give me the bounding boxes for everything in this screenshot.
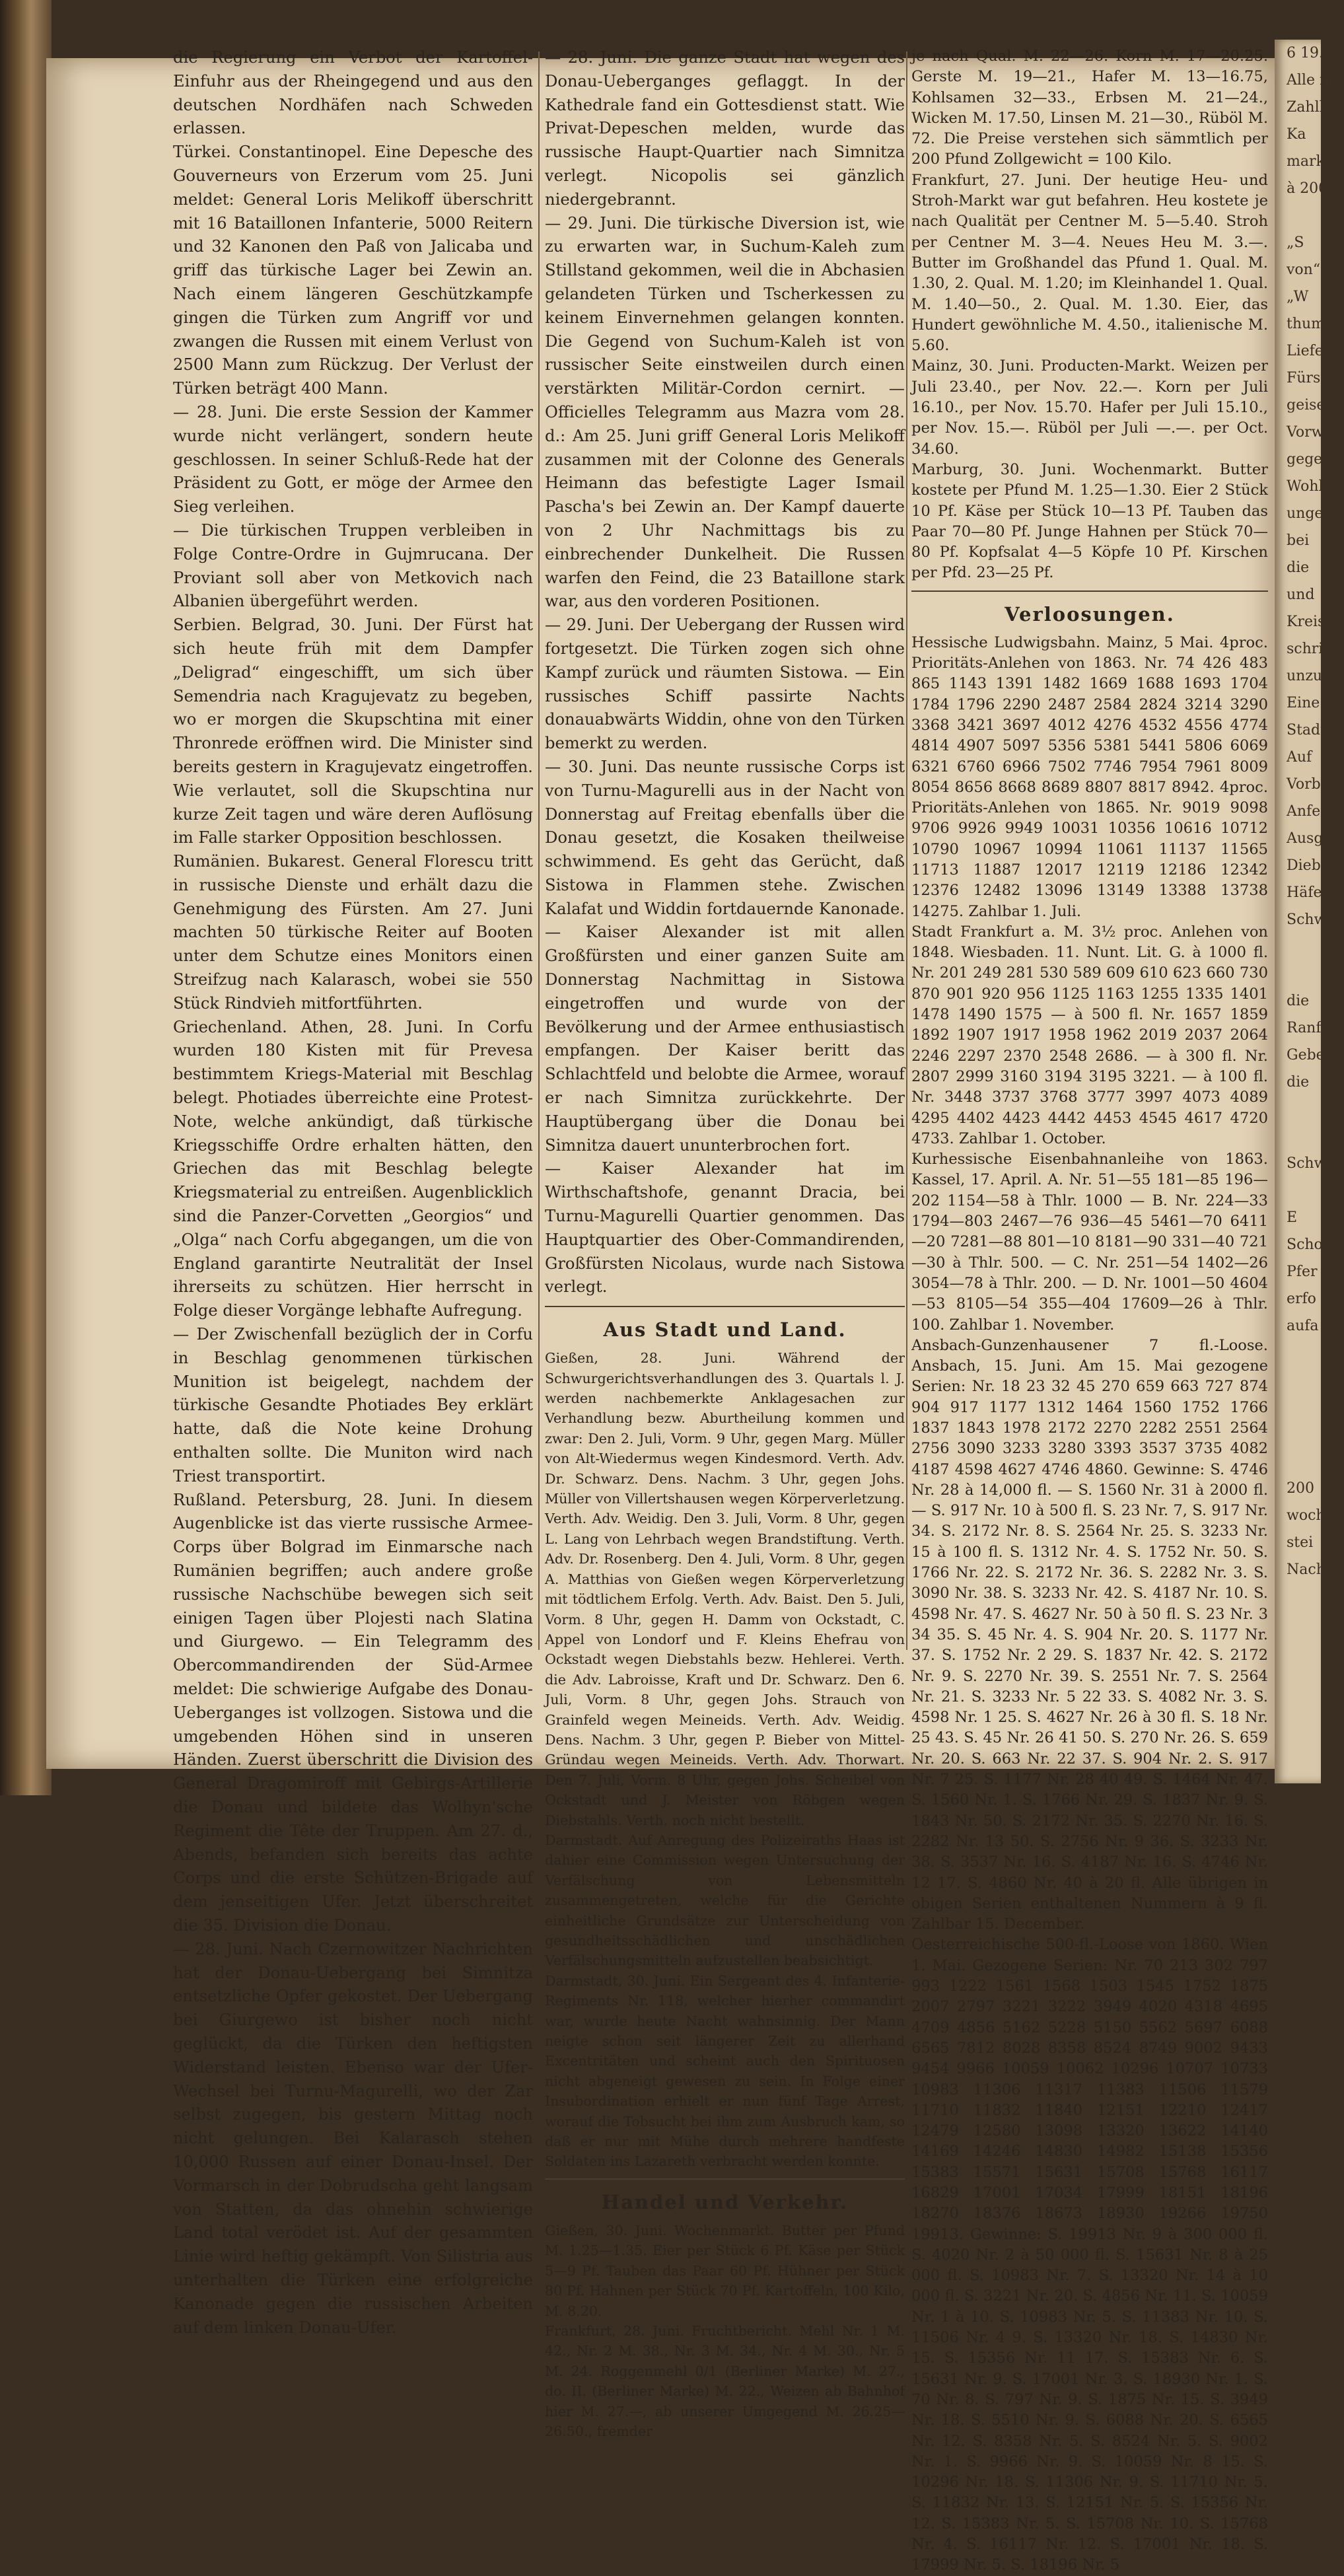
next-page-fragment: markt- — [1287, 153, 1336, 170]
next-page-fragment — [1275, 933, 1321, 960]
market-report: Frankfurt, 27. Juni. Der heutige Heu- und Stroh-Markt war gut befahren. Heu kostete je nach Qualität per Centner M. 5—5.40. Stroh per Centner M. 3—4. Neues Heu M. 3.—. Butter im Großhandel das Pfund 1. Qual. M. 1.30, 2. Qual. M. 1.20; im Kleinhandel 1. Qual. M. 1.40—50., 2. Qual. M. 1.30. Eier, das Hundert gewöhnliche M. 4.50., italienische M. 5.60. — [911, 171, 1268, 355]
next-page-fragment: Zahlbar — [1287, 99, 1344, 116]
next-page-fragment — [1275, 1177, 1321, 1204]
next-page-fragment: Eine — [1287, 695, 1320, 711]
article-paragraph: — 28. Juni. Nach Czernowitzer Nachrichten hat der Donau-Uebergang bei Simnitza entsetzliche Opfer gekostet. Der Uebergang bei Giurgewo ist bisher noch nicht geglückt, da die Türken den heftigsten Widerstand leisten. Ebenso war der Ufer-Wechsel bei Turnu-Magurelli, wo der Zar selbst zugegen, bis gestern Mittag noch nicht gelungen. Bei Kalarasch stehen 10,000 Russen auf einer Donau-Insel. Der Vormarsch in der Dobrudscha geht langsam von Statten, da das ohnehin schwierige Land total verödet ist. Auf der gesammten Linie wird heftig gekämpft. Von Silistria aus unterhalten die Türken eine erfolgreiche Kanonade gegen die russischen Arbeiten auf dem linken Donau-Ufer. — [173, 1939, 533, 2337]
next-page-fragment: Liefe — [1287, 343, 1324, 359]
article-paragraph: Darmstadt, 30. Juni. Ein Sergeant des 4. Infanterie-Regiments Nr. 118, welcher hierher commandirt war, wurde heute Nacht wahnsinnig. Der Mann neigte schon seit längerer Zeit zu allerhand Excentritäten und scheint auch den Spirituosen nicht abgeneigt gewesen zu sein. In Folge einer Insubordination erhielt er nun fünf Tage Arrest, worauf die Tobsucht bei ihm zum Ausbruch kam, so daß er nur mit Mühe durch mehrere handfeste Soldaten ins Lazareth verbracht werden konnte. — [545, 1972, 905, 2170]
next-page-fragment: Wohl — [1287, 478, 1324, 495]
next-page-fragment: aufa — [1287, 1318, 1319, 1334]
book-binding-edge — [0, 0, 52, 1795]
section-rule — [911, 590, 1268, 592]
next-page-fragment: unzu — [1287, 668, 1323, 684]
next-page-fragment: Stadt — [1287, 722, 1326, 738]
next-page-fragment — [1275, 1692, 1321, 1719]
column-1 — [173, 46, 533, 2337]
next-page-fragment: thum — [1287, 316, 1326, 332]
next-page-fragment: Fürst — [1287, 370, 1327, 386]
next-page-fragment: schri — [1287, 641, 1324, 657]
next-page-fragment: Häfe — [1287, 884, 1322, 901]
lottery-list: Oesterreichische 500-fl.-Loose von 1860. Wien 1. Mai. Gezogene Serien: Nr. 70 213 302 797 993 1222 1561 1568 1503 1545 1752 1875 2007 2797 3221 3222 3949 4020 4318 4695 4709 4856 5162 5228 5150 5562 5697 6088 6565 7812 8028 8358 8524 8749 9002 9433 9454 9966 10059 10062 10296 10707 10733 10983 11306 11317 11383 11506 11579 11710 11832 11840 12151 12210 12417 12479 12580 13098 13320 13622 14140 14169 14246 14830 14982 15138 15356 15383 15571 15631 15708 15768 16117 16829 17001 17034 17999 18151 18196 18270 18376 18673 18930 19266 19750 19913. Gewinne: S. 19913 Nr. 9 à 300 000 fl. S. 4020 Nr. 2 à 50 000 fl. S. 15631 Nr. 8 à 25 000 fl. S. 10983 Nr. 7. S. 13320 Nr. 14 à 10 000 fl. S. 3221 Nr. 20. S. 4856 Nr. 11. S. 10059 Nr. 1 à 10. S. 10983 Nr. 5. S. 11383 Nr. 10. S. 11506 Nr. 4 9. S. 13320 Nr. 18. S. 14830 Nr. 15. S. 15356 Nr. 11 17. S. 15383 Nr. 6. S. 15631 Nr. 9. S. 17001 Nr. 3. S. 18930 Nr. 1. S. 70 Nr. 8. S. 797 Nr. 9. S. 1875 Nr. 15. S. 3949 Nr. 18. S. 5510 Nr. 9. S. 6088 Nr. 20. S. 6565 Nr. 12. S. 8358 Nr. 5. S. 8524 Nr. 5. S. 9002 Nr. 1. S. 9966 Nr. 9. S. 10059 Nr. 8 15. S. 10296 Nr. 18. S. 11306 Nr. 9. S. 11710 Nr. 5. S. 11832 Nr. 13. S. 12151 Nr. 5. S. 15356 Nr. 12. S. 15383 Nr. 5. S. 15708 Nr. 10. S. 15768 Nr. 4. S. 16117 Nr. 12. S. 17001 Nr. 18. S. 17999 Nr. 5. S. 18196 Nr. 5 — [911, 1936, 1268, 2574]
next-page-fragment — [1275, 1340, 1321, 1367]
column-2 — [545, 46, 905, 2439]
article-paragraph: — 29. Juni. Die türkische Diversion ist, wie zu erwarten war, in Suchum-Kaleh zum Stillstand gekommen, weil die in Abchasien gelandeten Türken und Tscherkessen zu keinem Einvernehmen gelangen konnten. Die Gegend von Suchum-Kaleh ist von russischer Seite einstweilen durch einen verstärkten Militär-Cordon cernirt. — Officielles Telegramm aus Mazra vom 28. d.: Am 25. Juni griff General Loris Melikoff zusammen mit der Colonne des Generals Heimann das befestigte Lager Ismail Pascha's bei Zewin an. Der Kampf dauerte von 2 Uhr Nachmittags bis zu einbrechender Dunkelheit. Die Russen warfen den Feind, die 23 Bataillone stark war, aus den vorderen Positionen. — [545, 213, 905, 611]
article-paragraph: Gießen, 30. Juni. Wochenmarkt. Butter per Pfund M. 1.25—1.35. Eier per Stück 6 Pf. Käse per Stück 5—9 Pf. Tauben das Paar 60 Pf. Hühner per Stück 80 Pf. Hahnen per Stück 70 Pf. Kartoffeln, 100 Kilo, M. 8.20. — [545, 2222, 905, 2319]
market-report: Mainz, 30. Juni. Producten-Markt. Weizen per Juli 23.40., per Nov. 22.—. Korn per Juli 16.10., per Nov. 15.70. Hafer per Juli 15.10., per Nov. 15.—. Rüböl per Juli —.—. per Oct. 34.60. — [911, 357, 1268, 458]
next-page-fragment: Schw — [1287, 912, 1327, 928]
next-page-fragment: Gebe — [1287, 1047, 1325, 1063]
next-page-fragment: und — [1287, 587, 1315, 603]
lottery-list: Stadt Frankfurt a. M. 3½ proc. Anlehen von 1848. Wiesbaden. 11. Nunt. Lit. G. à 1000 fl. Nr. 201 249 281 530 589 609 610 623 660 730 870 901 920 956 1125 1163 1255 1335 1401 1478 1490 1575 — à 500 fl. Nr. 1657 1859 1892 1907 1917 1958 1962 2019 2037 2064 2246 2297 2370 2548 2686. — à 300 fl. Nr. 2807 2999 3160 3194 3195 3221. — à 100 fl. Nr. 3448 3737 3768 3777 3997 4073 4089 4295 4402 4423 4442 4453 4545 4617 4720 4733. Zahlbar 1. October. — [911, 923, 1268, 1147]
next-page-fragment — [1275, 1421, 1321, 1448]
next-page-fragment: Ranf — [1287, 1020, 1322, 1036]
next-page-fragment: Vorwe — [1287, 424, 1333, 441]
next-page-fragment: E — [1287, 1209, 1298, 1226]
next-page-fragment: Ka — [1287, 126, 1306, 143]
next-page-fragment: Anfe — [1287, 803, 1321, 820]
next-page-fragment: Nach — [1287, 1561, 1326, 1578]
next-page-fragment: von“ — [1287, 262, 1321, 278]
next-page-fragment: unger — [1287, 505, 1330, 522]
next-page-fragment: die — [1287, 993, 1310, 1009]
section-heading-handel-und-verkehr: Handel und Verkehr. — [601, 2190, 849, 2213]
next-page-fragment — [1275, 1637, 1321, 1664]
article-paragraph: — 30. Juni. Das neunte russische Corps ist von Turnu-Magurelli aus in der Nacht von Donnerstag auf Freitag ebenfalls über die Donau gesetzt, die Kosaken theilweise schwimmend. Es geht das Gerücht, daß Sistowa in Flammen stehe. Zwischen Kalafat und Widdin fortdauernde Kanonade. — Kaiser Alexander ist mit allen Großfürsten und einer ganzen Suite am Donnerstag Nachmittag in Sistowa eingetroffen und wurde von der Bevölkerung und der Armee enthusiastisch empfangen. Der Kaiser beritt das Schlachtfeld und belobte die Armee, worauf er nach Simnitza zurückkehrte. Der Hauptübergang über die Donau bei Simnitza dauert ununterbrochen fort. — [545, 757, 905, 1155]
article-paragraph: — 28. Juni. Die ganze Stadt hat wegen des Donau-Ueberganges geflaggt. In der Kathedrale fand ein Gottesdienst statt. Wie Privat-Depeschen melden, wurde das russische Haupt-Quartier nach Simnitza verlegt. Nicopolis sei gänzlich niedergebrannt. — [545, 48, 905, 209]
lottery-list: Kurhessische Eisenbahnanleihe von 1863. Kassel, 17. April. A. Nr. 51—55 181—85 196—202 1154—58 à Thlr. 1000 — B. Nr. 224—33 1794—803 2467—76 936—45 5461—70 6411—20 7281—88 801—10 8181—90 331—40 721—30 à Thlr. 500. — C. Nr. 251—54 1402—26 3054—78 à Thlr. 200. — D. Nr. 1001—50 4604—53 8105—54 355—404 17609—26 à Thlr. 100. Zahlbar 1. November. — [911, 1151, 1268, 1334]
next-page-fragment — [1275, 1583, 1321, 1610]
next-page-fragment: à 200 P — [1287, 180, 1342, 197]
next-page-fragment — [1275, 1448, 1321, 1475]
next-page-fragment — [1275, 202, 1321, 229]
market-report: je nach Qual. M. 22—26. Korn M. 17—20.25. Gerste M. 19—21., Hafer M. 13—16.75, Kohlsamen 32—33., Erbsen M. 21—24., Wicken M. 17.50, Linsen M. 21—30., Rüböl M. 72. Die Preise verstehen sich sämmtlich per 200 Pfund Zollgewicht = 100 Kilo. — [911, 48, 1268, 168]
section-rule — [545, 1306, 905, 1307]
next-page-fragment: „W — [1287, 289, 1309, 305]
next-page-fragment: Vorb — [1287, 776, 1321, 793]
next-page-fragment: bei — [1287, 532, 1310, 549]
article-paragraph: Gießen, 28. Juni. Während der Schwurgerichtsverhandlungen des 3. Quartals l. J. werden nachbemerkte Anklagesachen zur Verhandlung bezw. Aburtheilung kommen und zwar: Den 2. Juli, Vorm. 9 Uhr, gegen Marg. Müller von Alt-Wiedermus wegen Kindesmord. Verth. Adv. Dr. Schwarz. Dens. Nachm. 3 Uhr, gegen Johs. Müller von Villertshausen wegen Körperverletzung. Verth. Adv. Weidig. Den 3. Juli, Vorm. 8 Uhr, gegen L. Lang von Lehrbach wegen Brandstiftung. Verth. Adv. Dr. Rosenberg. Den 4. Juli, Vorm. 8 Uhr, gegen A. Matthias von Gießen wegen Körperverletzung mit tödtlichem Erfolg. Verth. Adv. Baist. Den 5. Juli, Vorm. 8 Uhr, gegen H. Damm von Ockstadt, C. Appel von Londorf und F. Kleins Ehefrau von Ockstadt wegen Diebstahls bezw. Hehlerei. Verth. die Adv. Labroisse, Kraft und Dr. Schwarz. Den 6. Juli, Vorm. 8 Uhr, gegen Johs. Strauch von Grainfeld wegen Meineids. Verth. Adv. Weidig. Dens. Nachm. 3 Uhr, gegen P. Bieber von Mittel-Gründau wegen Meineids. Verth. Adv. Thorwart. Den 7. Juli, Vorm. 8 Uhr, gegen Johs. Scheibel von Ockstadt und J. Meister von Röbgen wegen Diebstahls. Verth. noch nicht bestellt. — [545, 1350, 905, 1828]
next-page-fragment: erfo — [1287, 1291, 1316, 1307]
article-paragraph: — Kaiser Alexander hat im Wirthschaftshofe, genannt Dracia, bei Turnu-Magurelli Quartier genommen. Das Hauptquartier des Ober-Commandirenden, Großfürsten Nicolaus, wurde nach Sistowa verlegt. — [545, 1159, 905, 1297]
next-page-fragment: Auf — [1287, 749, 1312, 766]
next-page-fragment: die — [1287, 559, 1310, 576]
next-page-fragment: 6 19. — [1287, 45, 1324, 61]
article-paragraph: Darmstadt. Auf Anregung des Polizeiraths Haas ist dahier eine Commission wegen Untersuchung der Verfälschung von Lebensmitteln zusammengetreten, welche für die Gerichte einheitliche Grundsätze zur Unterscheidung von gesundheitsschädlichen und unschädlichen Verfälschungsmitteln aufzustellen beabsichtigt. — [545, 1832, 905, 1969]
section-heading-verloosungen: Verloosungen. — [1005, 602, 1175, 626]
article-paragraph: Serbien. Belgrad, 30. Juni. Der Fürst hat sich heute früh mit dem Dampfer „Deligrad“ eingeschifft, um sich über Semendria nach Kragujevatz zu begeben, wo er morgen die Skupschtina mit einer Thronrede eröffnen wird. Die Minister sind bereits gestern in Kragujevatz eingetroffen. Wie verlautet, soll die Skupschtina nur kurze Zeit tagen und wäre deren Auflösung im Falle starker Opposition beschlossen. — [173, 616, 533, 847]
column-divider — [538, 52, 540, 1650]
lottery-list: Hessische Ludwigsbahn. Mainz, 5 Mai. 4proc. Prioritäts-Anlehen von 1863. Nr. 74 426 483 865 1143 1391 1482 1669 1688 1693 1704 1784 1796 2290 2487 2584 2824 3214 3290 3368 3421 3697 4012 4276 4532 4556 4774 4814 4907 5097 5356 5381 5441 5806 6069 6321 6760 6966 7502 7746 7954 7961 8009 8054 8656 8668 8689 8807 8817 8942. 4proc. Prioritäts-Anlehen von 1865. Nr. 9019 9098 9706 9926 9949 10031 10356 10616 10712 10790 10967 10994 11061 11137 11565 11713 11887 12017 12119 12186 12342 12376 12482 13096 13149 13388 13738 14275. Zahlbar 1. Juli. — [911, 633, 1268, 920]
article-paragraph: Rumänien. Bukarest. General Florescu tritt in russische Dienste und erhält dazu die Genehmigung des Fürsten. Am 27. Juni machten 50 türkische Reiter auf Booten unter dem Schutze eines Monitors einen Streifzug nach Kalarasch, wobei sie 550 Stück Rindvieh mitfortführten. — [173, 852, 533, 1013]
article-paragraph: — 28. Juni. Die erste Session der Kammer wurde nicht verlängert, sondern heute geschlossen. In seiner Schluß-Rede hat der Präsident zu Gott, er möge der Armee den Sieg verleihen. — [173, 402, 533, 517]
next-page-fragment — [1275, 1610, 1321, 1637]
next-page-fragment — [1275, 1123, 1321, 1150]
article-paragraph: — 29. Juni. Der Uebergang der Russen wird fortgesetzt. Die Türken zogen sich ohne Kampf zurück und räumten Sistowa. — Ein russisches Schiff passirte Nachts donauabwärts Widdin, ohne von den Türken bemerkt zu werden. — [545, 616, 905, 753]
next-page-fragment: Schwe — [1287, 1155, 1335, 1172]
next-page-edge — [1275, 40, 1344, 1783]
next-page-fragment: Alle mi — [1287, 72, 1338, 89]
section-heading-stadt-und-land: Aus Stadt und Land. — [603, 1318, 847, 1342]
article-paragraph: Frankfurt, 28. Juni. Fruchtbericht. Mehl Nr. 1 M. 42., Nr. 2 M. 38., Nr. 3 M. 34., Nr. 4 M. 30., Nr. 5 M. 24. Roggenmehl 0/1 (Berliner Marke) M. 27., do. II. (Berliner Marke) M. 22., Weizen ab Bahnhof hier M. 27.—, ab unserer Umgegend M. 26.25—26.50., fremder — [545, 2322, 905, 2439]
next-page-fragment — [1275, 1394, 1321, 1421]
next-page-fragment — [1275, 1367, 1321, 1394]
article-paragraph: — Der Zwischenfall bezüglich der in Corfu in Beschlag genommenen türkischen Munition ist beigelegt, nachdem der türkische Gesandte Photiades Bey erklärt hatte, daß die Note keine Drohung enthalten sollte. Die Muniton wird nach Triest transportirt. — [173, 1325, 533, 1485]
column-3 — [911, 46, 1268, 2574]
next-page-fragment: 200 — [1287, 1480, 1314, 1497]
next-page-fragment: stei — [1287, 1534, 1314, 1551]
next-page-fragment — [1275, 960, 1321, 987]
lottery-list: Ansbach-Gunzenhausener 7 fl.-Loose. Ansbach, 15. Juni. Am 15. Mai gezogene Serien: Nr. 18 23 32 45 270 659 663 727 874 904 917 1177 1312 1464 1560 1752 1766 1837 1843 1978 2172 2270 2282 2551 2564 2756 3090 3233 3280 3393 3537 3735 4082 4187 4598 4627 4746 4860. Gewinne: S. 4746 Nr. 28 à 14,000 fl. — S. 1560 Nr. 31 à 2000 fl. — S. 917 Nr. 10 à 500 fl. S. 23 Nr. 7, S. 917 Nr. 34. S. 2172 Nr. 8. S. 2564 Nr. 25. S. 3233 Nr. 15 à 100 fl. S. 1312 Nr. 4. S. 1752 Nr. 50. S. 1766 Nr. 22. S. 2172 Nr. 36. S. 2282 Nr. 3. S. 3090 Nr. 38. S. 3233 Nr. 42. S. 4187 Nr. 10. S. 4598 Nr. 47. S. 4627 Nr. 50 à 50 fl. S. 23 Nr. 3 34 35. S. 45 Nr. 4. S. 904 Nr. 20. S. 1177 Nr. 37. S. 1752 Nr. 2 29. S. 1837 Nr. 42. S. 2172 Nr. 9. S. 2270 Nr. 39. S. 2551 Nr. 7. S. 2564 Nr. 21. S. 3233 Nr. 5 22 33. S. 4082 Nr. 3. S. 4598 Nr. 1 25. S. 4627 Nr. 26 à 30 fl. S. 18 Nr. 25 43. S. 45 Nr. 26 41 50. S. 270 Nr. 26. S. 659 Nr. 20. S. 663 Nr. 22 37. S. 904 Nr. 2. S. 917 Nr. 7 25. S. 1177 Nr. 28 40 49. S. 1464 Nr. 47. S. 1560 Nr. 1. S. 1766 Nr. 29. S. 1837 Nr. 9. S. 1843 Nr. 50. S. 2172 Nr. 35. S. 2270 Nr. 16. S. 2282 Nr. 13 50. S. 2756 Nr. 9 36. S. 3233 Nr. 38. S. 3537 Nr. 16. S. 4187 Nr. 16. S. 4746 Nr. 12 17. S. 4860 Nr. 40 à 20 fl. Alle übrigen in obigen Serien enthaltenen Nummern à 9 fl. Zahlbar 15. December. — [911, 1336, 1268, 1933]
next-page-fragment: Kreis — [1287, 614, 1326, 630]
article-paragraph: Türkei. Constantinopel. Eine Depesche des Gouverneurs von Erzerum vom 25. Juni meldet: General Loris Melikoff überschritt mit 16 Bataillonen Infanterie, 5000 Reitern und 32 Kanonen den Paß von Jalicaba und griff das türkische Lager bei Zewin an. Nach einem längeren Geschützkampfe gingen die Türken zum Angriff vor und zwangen die Russen mit einem Verlust von 2500 Mann zum Rückzug. Der Verlust der Türken beträgt 400 Mann. — [173, 143, 533, 398]
next-page-fragment: Pfer — [1287, 1264, 1318, 1280]
next-page-fragment — [1275, 1096, 1321, 1123]
article-paragraph: die Regierung ein Verbot der Kartoffel-Einfuhr aus der Rheingegend und aus den deutschen Nordhäfen nach Schweden erlassen. — [173, 48, 533, 138]
next-page-fragment: woch — [1287, 1507, 1326, 1524]
next-page-fragment: Dieb — [1287, 857, 1321, 874]
next-page-fragment: „S — [1287, 234, 1304, 251]
column-divider — [906, 52, 907, 1650]
next-page-fragment: geisel — [1287, 397, 1330, 413]
next-page-fragment — [1275, 1664, 1321, 1692]
next-page-fragment: die — [1287, 1074, 1310, 1091]
next-page-fragment: gegen — [1287, 451, 1332, 468]
market-report: Marburg, 30. Juni. Wochenmarkt. Butter kostete per Pfund M. 1.25—1.30. Eier 2 Stück 10 Pf. Käse per Stück 10—13 Pf. Tauben das Paar 70—80 Pf. Junge Hahnen per Stück 70—80 Pf. Kopfsalat 4—5 Köpfe 10 Pf. Kirschen per Pfd. 23—25 Pf. — [911, 460, 1268, 582]
article-paragraph: — Die türkischen Truppen verbleiben in Folge Contre-Ordre in Gujmrucana. Der Proviant soll aber von Metkovich nach Albanien übergeführt werden. — [173, 520, 533, 611]
next-page-fragment: Ausge — [1287, 830, 1332, 847]
next-page-fragment: Schon — [1287, 1236, 1332, 1253]
article-paragraph: Rußland. Petersburg, 28. Juni. In diesem Augenblicke ist das vierte russische Armee-Corps über Bolgrad im Einmarsche nach Rumänien begriffen; auch andere große russische Nachschübe bewegen sich seit einigen Tagen über Plojesti nach Slatina und Giurgewo. — Ein Telegramm des Obercommandirenden der Süd-Armee meldet: Die schwierige Aufgabe des Donau-Ueberganges ist vollzogen. Sistowa und die umgebenden Höhen sind in unseren Händen. Zuerst überschritt die Division des General Dragomiroff mit Gebirgs-Artillerie die Donau und bildete das Wolhyn'sche Regiment die Tête der Truppen. Am 27. d., Abends, befanden sich bereits das achte Corps und die erste Schützen-Brigade auf dem jenseitigen Ufer. Jetzt überschreitet die 35. Division die Donau. — [173, 1490, 533, 1935]
article-paragraph: Griechenland. Athen, 28. Juni. In Corfu wurden 180 Kisten mit für Prevesa bestimmtem Kriegs-Material mit Beschlag belegt. Photiades überreichte eine Protest-Note, welche ankündigt, daß türkische Kriegsschiffe Ordre erhalten hätten, den Griechen das mit Beschlag belegte Kriegsmaterial zu entreißen. Augenblicklich sind die Panzer-Corvetten „Georgios“ und „Olga“ nach Corfu abgegangen, um die von England garantirte Neutralität der Insel ihrerseits zu schützen. Hier herrscht in Folge dieser Vorgänge lebhafte Aufregung. — [173, 1017, 533, 1320]
section-rule — [545, 2178, 905, 2180]
